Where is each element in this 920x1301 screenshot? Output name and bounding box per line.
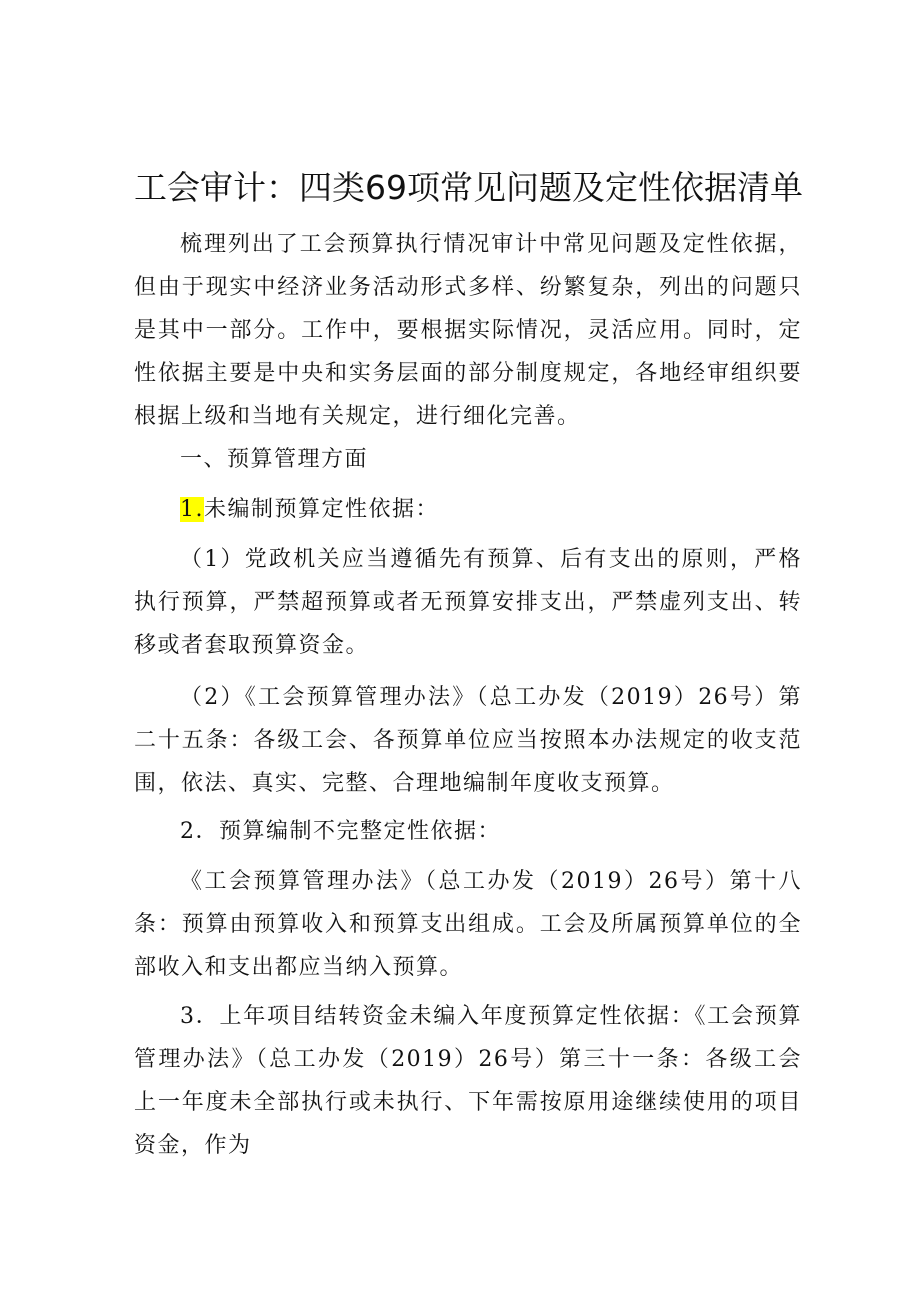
item1-number-highlight: 1.	[180, 497, 204, 522]
intro-paragraph: 梳理列出了工会预算执行情况审计中常见问题及定性依据，但由于现实中经济业务活动形式多样、纷繁复杂，列出的问题只是其中一部分。工作中，要根据实际情况，灵活应用。同时，定性依据主要是中央和实务层面的部分制度规定，各地经审组织要根据上级和当地有关规定，进行细化完善。	[134, 232, 802, 429]
section-heading-budget-management: 一、预算管理方面	[180, 447, 369, 472]
item3-text: 3．上年项目结转资金未编入年度预算定性依据：《工会预算管理办法》（总工办发（2019）26号）第三十一条：各级工会上一年度未全部执行或未执行、下年需按原用途继续使用的项目资金，作为	[134, 1004, 802, 1158]
item2-heading: 2．预算编制不完整定性依据：	[180, 819, 501, 844]
item1-heading-text: 未编制预算定性依据：	[204, 497, 440, 522]
document-title: 工会审计：四类69项常见问题及定性依据清单	[134, 168, 803, 207]
item1-point1: （1）党政机关应当遵循先有预算、后有支出的原则，严格执行预算，严禁超预算或者无预算安排支出，严禁虚列支出、转移或者套取预算资金。	[134, 547, 802, 658]
item1-point2: （2）《工会预算管理办法》（总工办发（2019）26号）第二十五条：各级工会、各预算单位应当按照本办法规定的收支范围，依法、真实、完整、合理地编制年度收支预算。	[134, 685, 802, 796]
item2-body: 《工会预算管理办法》（总工办发（2019）26号）第十八条：预算由预算收入和预算支出组成。工会及所属预算单位的全部收入和支出都应当纳入预算。	[134, 869, 802, 980]
item1-heading	[134, 488, 802, 531]
